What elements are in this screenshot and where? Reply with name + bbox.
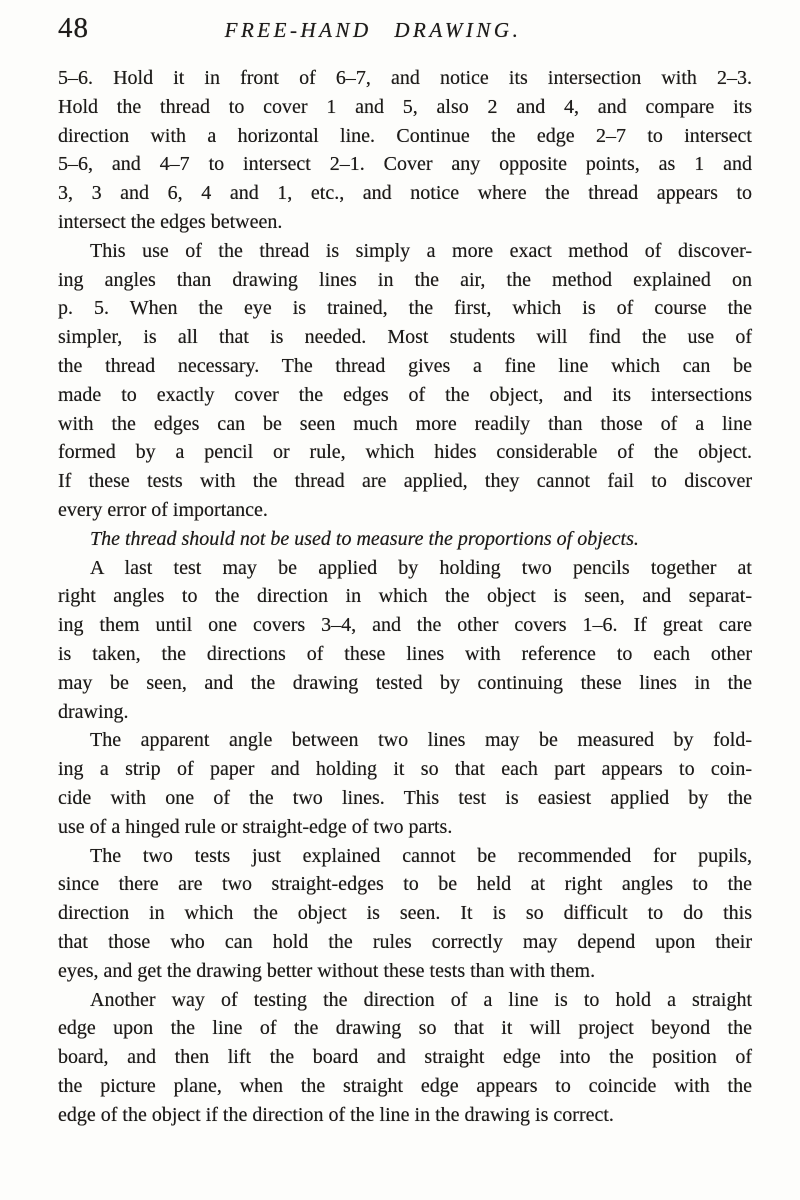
body-paragraph <box>58 726 752 841</box>
text-line: p. 5. When the eye is trained, the first, which is of course the <box>58 297 752 320</box>
text-line: edge upon the line of the drawing so that it will project beyond the <box>58 1017 752 1040</box>
text-line: Another way of testing the direction of a line is to hold a straight <box>90 988 752 1011</box>
text-line: A last test may be applied by holding two pencils together at <box>90 556 752 579</box>
text-line: right angles to the direction in which the object is seen, and separat- <box>58 585 752 608</box>
text-line: 3, 3 and 6, 4 and 1, etc., and notice where the thread appears to <box>58 182 752 205</box>
text-line: is taken, the directions of these lines with reference to each other <box>58 642 752 665</box>
page-body <box>58 64 752 1129</box>
text-line: since there are two straight-edges to be held at right angles to the <box>58 873 752 896</box>
running-title: FREE-HAND DRAWING. <box>224 18 522 42</box>
body-paragraph <box>58 554 752 727</box>
text-line: board, and then lift the board and straight edge into the position of <box>58 1046 752 1069</box>
text-line: ing angles than drawing lines in the air, the method explained on <box>58 268 752 291</box>
text-line: direction in which the object is seen. It is so difficult to do this <box>58 902 752 925</box>
body-paragraph <box>58 64 752 237</box>
text-line: 5–6, and 4–7 to intersect 2–1. Cover any opposite points, as 1 and <box>58 153 752 176</box>
text-line: made to exactly cover the edges of the object, and its intersections <box>58 383 752 406</box>
text-line: This use of the thread is simply a more exact method of discover- <box>90 239 752 262</box>
page-number: 48 <box>58 12 89 44</box>
text-line: formed by a pencil or rule, which hides considerable of the object. <box>58 441 752 464</box>
text-line: edge of the object if the direction of the line in the drawing is correct. <box>58 1103 614 1126</box>
text-line: intersect the edges between. <box>58 210 283 233</box>
text-line: use of a hinged rule or straight-edge of two parts. <box>58 815 453 838</box>
text-line: ing a strip of paper and holding it so that each part appears to coin- <box>58 758 752 781</box>
text-line: The apparent angle between two lines may be measured by fold- <box>90 729 752 752</box>
text-line: simpler, is all that is needed. Most students will find the use of <box>58 326 752 349</box>
text-line: 5–6. Hold it in front of 6–7, and notice its intersection with 2–3. <box>58 67 752 89</box>
text-line: the picture plane, when the straight edge appears to coincide with the <box>58 1074 752 1097</box>
body-paragraph <box>58 986 752 1130</box>
text-line: with the edges can be seen much more readily than those of a line <box>58 412 752 435</box>
text-line: cide with one of the two lines. This test is easiest applied by the <box>58 786 752 809</box>
text-line: drawing. <box>58 700 129 723</box>
text-line: the thread necessary. The thread gives a fine line which can be <box>58 354 752 377</box>
text-line: Hold the thread to cover 1 and 5, also 2 and 4, and compare its <box>58 95 752 118</box>
body-paragraph <box>58 842 752 986</box>
text-line: may be seen, and the drawing tested by continuing these lines in the <box>58 671 752 694</box>
text-line: that those who can hold the rules correctly may depend upon their <box>58 930 752 953</box>
body-paragraph <box>58 237 752 525</box>
text-line: eyes, and get the drawing better without these tests than with them. <box>58 959 596 982</box>
text-line: The thread should not be used to measure the proportions of objects. <box>90 527 639 550</box>
text-line: direction with a horizontal line. Continue the edge 2–7 to intersect <box>58 124 752 147</box>
text-line: every error of importance. <box>58 498 268 521</box>
text-line: If these tests with the thread are applied, they cannot fail to discover <box>58 470 752 493</box>
italic-note-paragraph <box>58 525 752 554</box>
page-header <box>58 10 752 54</box>
text-line: The two tests just explained cannot be recommended for pupils, <box>90 844 752 867</box>
text-line: ing them until one covers 3–4, and the other covers 1–6. If great care <box>58 614 752 637</box>
